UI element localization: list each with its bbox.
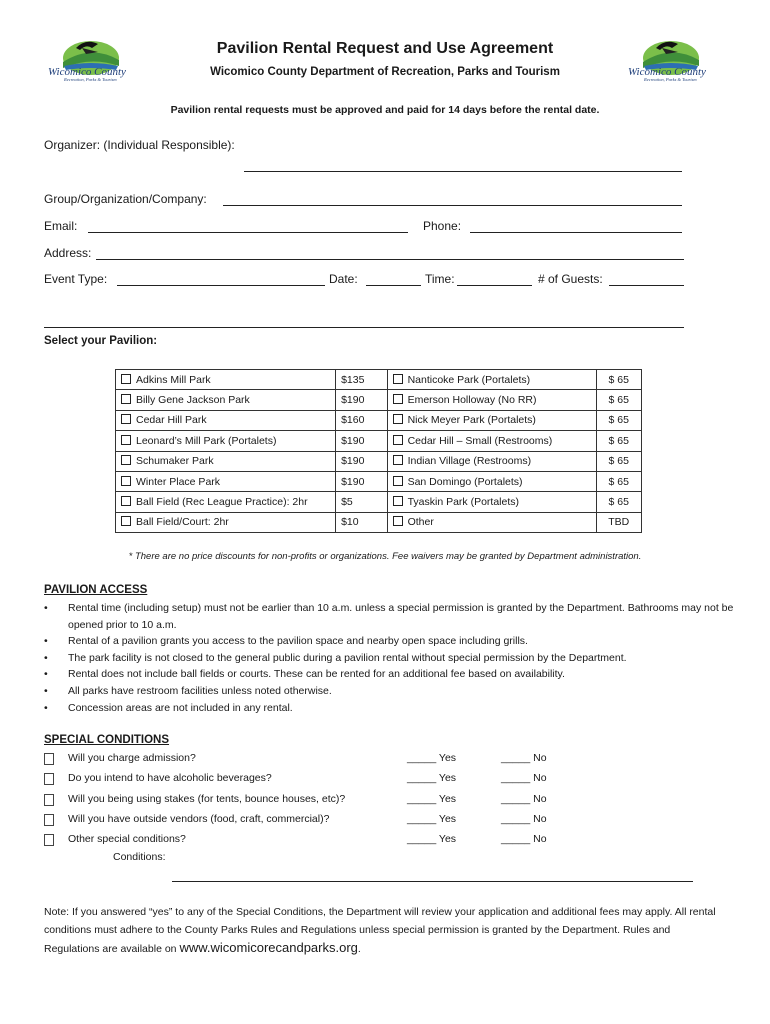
table-row — [116, 512, 642, 532]
email-label: Email: — [44, 219, 78, 233]
date-label: Date: — [329, 272, 358, 286]
note-end: . — [357, 943, 361, 955]
pavilion-option[interactable]: Schumaker Park — [116, 451, 336, 471]
yes-option[interactable]: _____ Yes — [407, 752, 457, 764]
pavilion-option[interactable]: Nick Meyer Park (Portalets) — [387, 410, 596, 430]
checkbox-icon[interactable] — [393, 455, 403, 465]
checkbox-icon[interactable] — [44, 773, 54, 785]
pavilion-option[interactable]: Nanticoke Park (Portalets) — [387, 370, 596, 390]
table-row — [116, 370, 642, 390]
bullet-icon: • — [44, 668, 48, 681]
guests-field[interactable] — [609, 285, 684, 286]
price-cell: $ 65 — [596, 471, 641, 491]
svg-text:Recreation, Parks & Tourism: Recreation, Parks & Tourism — [644, 77, 697, 82]
checkbox-icon[interactable] — [121, 414, 131, 424]
table-row — [116, 451, 642, 471]
list-item: • Rental of a pavilion grants you access to the pavilion space and nearby open space including grills. — [44, 633, 734, 650]
organizer-field[interactable] — [244, 171, 682, 172]
no-option[interactable]: _____ No — [501, 833, 547, 845]
pavilion-option[interactable]: Winter Place Park — [116, 471, 336, 491]
note-text: Note: If you answered “yes” to any of the Special Conditions, the Department will review your application and additional fees may apply. All rental conditions must adhere to the County Parks Rules and Regulations unless special permission is granted by the Department. Rules and Regulations are available on — [44, 906, 716, 955]
price-cell: $190 — [336, 431, 387, 451]
phone-label: Phone: — [423, 219, 462, 233]
checkbox-icon[interactable] — [393, 496, 403, 506]
access-heading: PAVILION ACCESS — [44, 584, 148, 596]
note-paragraph — [44, 903, 724, 958]
bullet-icon: • — [44, 602, 48, 614]
price-cell: $5 — [336, 492, 387, 512]
no-option[interactable]: _____ No — [501, 813, 547, 825]
pavilion-option[interactable]: Cedar Hill – Small (Restrooms) — [387, 431, 596, 451]
pavilion-option[interactable]: Adkins Mill Park — [116, 370, 336, 390]
pavilion-option[interactable]: Billy Gene Jackson Park — [116, 390, 336, 410]
list-item: • Concession areas are not included in any rental. — [44, 700, 734, 717]
checkbox-icon[interactable] — [121, 516, 131, 526]
price-cell: TBD — [596, 512, 641, 532]
checkbox-icon[interactable] — [393, 435, 403, 445]
email-field[interactable] — [88, 232, 408, 233]
condition-question: Other special conditions? — [68, 833, 186, 845]
table-row — [116, 431, 642, 451]
condition-question: Will you have outside vendors (food, craft, commercial)? — [68, 813, 330, 825]
checkbox-icon[interactable] — [393, 516, 403, 526]
pavilion-option[interactable]: Other — [387, 512, 596, 532]
pavilion-option[interactable]: Ball Field/Court: 2hr — [116, 512, 336, 532]
checkbox-icon[interactable] — [121, 455, 131, 465]
document-title: Pavilion Rental Request and Use Agreement — [216, 40, 554, 57]
group-field[interactable] — [223, 205, 682, 206]
price-cell: $ 65 — [596, 451, 641, 471]
guests-label: # of Guests: — [538, 272, 603, 286]
svg-text:Wicomico County: Wicomico County — [628, 66, 706, 78]
table-row — [116, 471, 642, 491]
organizer-label: Organizer: (Individual Responsible): — [44, 138, 235, 152]
conditions-heading: SPECIAL CONDITIONS — [44, 734, 170, 746]
no-option[interactable]: _____ No — [501, 793, 547, 805]
price-cell: $ 65 — [596, 431, 641, 451]
bullet-icon: • — [44, 701, 48, 714]
conditions-field[interactable] — [172, 881, 693, 882]
rules-link[interactable]: www.wicomicorecandparks.org — [179, 940, 358, 955]
price-cell: $ 65 — [596, 410, 641, 430]
price-cell: $10 — [336, 512, 387, 532]
table-row — [116, 410, 642, 430]
yes-option[interactable]: _____ Yes — [407, 772, 457, 784]
bullet-icon: • — [44, 651, 48, 664]
pavilion-option[interactable]: San Domingo (Portalets) — [387, 471, 596, 491]
yes-option[interactable]: _____ Yes — [407, 833, 457, 845]
checkbox-icon[interactable] — [121, 394, 131, 404]
bullet-icon: • — [44, 684, 48, 697]
list-item: • Rental time (including setup) must not be earlier than 10 a.m. unless a special permission is granted by the Department. Bathrooms may not be opened prior to 10 a.m. — [44, 602, 734, 631]
checkbox-icon[interactable] — [44, 794, 54, 806]
list-item: • The park facility is not closed to the general public during a pavilion rental without special permission by the Department. — [44, 650, 734, 667]
condition-question: Will you being using stakes (for tents, bounce houses, etc)? — [68, 793, 346, 805]
checkbox-icon[interactable] — [121, 476, 131, 486]
table-row — [116, 390, 642, 410]
list-item: • Rental does not include ball fields or courts. These can be rented for an additional fee based on availability. — [44, 666, 734, 683]
condition-row — [44, 833, 744, 849]
bullet-icon: • — [44, 635, 48, 648]
yes-option[interactable]: _____ Yes — [407, 793, 457, 805]
checkbox-icon[interactable] — [393, 374, 403, 384]
approval-notice: Pavilion rental requests must be approved and paid for 14 days before the rental date. — [170, 104, 600, 116]
checkbox-icon[interactable] — [44, 834, 54, 846]
price-cell: $ 65 — [596, 492, 641, 512]
group-label: Group/Organization/Company: — [44, 192, 207, 206]
price-cell: $190 — [336, 390, 387, 410]
pavilion-option[interactable]: Emerson Holloway (No RR) — [387, 390, 596, 410]
no-option[interactable]: _____ No — [501, 772, 547, 784]
price-cell: $135 — [336, 370, 387, 390]
condition-question: Do you intend to have alcoholic beverages? — [68, 772, 272, 784]
price-cell: $ 65 — [596, 390, 641, 410]
price-footnote: * There are no price discounts for non-profits or organizations. Fee waivers may be granted by Department administration. — [128, 551, 642, 562]
pavilion-option[interactable]: Ball Field (Rec League Practice): 2hr — [116, 492, 336, 512]
date-field[interactable] — [366, 285, 421, 286]
price-cell: $ 65 — [596, 370, 641, 390]
separator-line — [44, 327, 684, 328]
conditions-sub-label: Conditions: — [113, 851, 166, 863]
access-list — [44, 600, 734, 716]
checkbox-icon[interactable] — [393, 476, 403, 486]
address-field[interactable] — [96, 259, 684, 260]
price-cell: $190 — [336, 451, 387, 471]
svg-text:Recreation, Parks & Tourism: Recreation, Parks & Tourism — [64, 77, 117, 82]
event-type-field[interactable] — [117, 285, 325, 286]
table-row — [116, 492, 642, 512]
document-subtitle: Wicomico County Department of Recreation, Parks and Tourism — [210, 66, 560, 78]
pavilion-option[interactable]: Leonard’s Mill Park (Portalets) — [116, 431, 336, 451]
list-item: • All parks have restroom facilities unless noted otherwise. — [44, 683, 734, 700]
checkbox-icon[interactable] — [121, 435, 131, 445]
condition-row — [44, 772, 744, 788]
checkbox-icon[interactable] — [121, 374, 131, 384]
checkbox-icon[interactable] — [121, 496, 131, 506]
price-cell: $160 — [336, 410, 387, 430]
address-label: Address: — [44, 246, 92, 260]
pavilion-table — [115, 369, 642, 533]
no-option[interactable]: _____ No — [501, 752, 547, 764]
checkbox-icon[interactable] — [393, 414, 403, 424]
checkbox-icon[interactable] — [393, 394, 403, 404]
time-field[interactable] — [457, 285, 532, 286]
pavilion-heading: Select your Pavilion: — [44, 335, 158, 347]
condition-question: Will you charge admission? — [68, 752, 196, 764]
svg-text:Wicomico County: Wicomico County — [48, 66, 126, 78]
condition-row — [44, 793, 744, 809]
pavilion-option[interactable]: Indian Village (Restrooms) — [387, 451, 596, 471]
checkbox-icon[interactable] — [44, 814, 54, 826]
yes-option[interactable]: _____ Yes — [407, 813, 457, 825]
condition-row — [44, 752, 744, 768]
event-type-label: Event Type: — [44, 272, 108, 286]
pavilion-option[interactable]: Tyaskin Park (Portalets) — [387, 492, 596, 512]
condition-row — [44, 813, 744, 829]
price-cell: $190 — [336, 471, 387, 491]
time-label: Time: — [425, 272, 455, 286]
checkbox-icon[interactable] — [44, 753, 54, 765]
pavilion-option[interactable]: Cedar Hill Park — [116, 410, 336, 430]
phone-field[interactable] — [470, 232, 682, 233]
